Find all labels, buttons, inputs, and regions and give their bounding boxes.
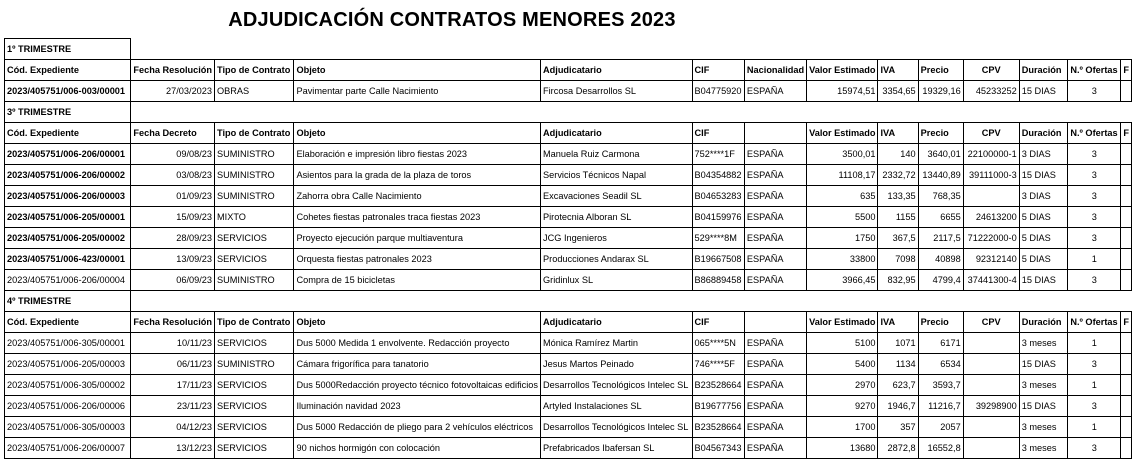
cell-exp: 2023/405751/006-206/00006 [5, 396, 131, 417]
table-row [5, 228, 1132, 249]
cell-extra [1121, 417, 1132, 438]
cell-adj: Desarrollos Tecnológicos Intelec SL [541, 375, 692, 396]
section-label: 1º TRIMESTRE [5, 39, 131, 60]
cell-iva: 1946,7 [878, 396, 918, 417]
cell-objeto: Compra de 15 bicicletas [294, 270, 541, 291]
cell-cif: B23528664 [692, 375, 744, 396]
cell-tipo: SUMINISTRO [215, 270, 294, 291]
cell-fecha: 23/11/23 [131, 396, 215, 417]
cell-tipo: SERVICIOS [215, 375, 294, 396]
cell-tipo: SERVICIOS [215, 249, 294, 270]
cell-precio: 768,35 [918, 186, 963, 207]
cell-cif: B23528664 [692, 417, 744, 438]
column-header: Nacionalidad [744, 60, 806, 81]
cell-dur: 5 DIAS [1019, 228, 1068, 249]
cell-valor: 5100 [807, 333, 878, 354]
cell-ofertas: 3 [1068, 354, 1121, 375]
column-header: F [1121, 312, 1132, 333]
cell-precio: 11216,7 [918, 396, 963, 417]
cell-tipo: SUMINISTRO [215, 186, 294, 207]
cell-fecha: 13/12/23 [131, 438, 215, 459]
cell-dur: 15 DIAS [1019, 396, 1068, 417]
cell-tipo: SERVICIOS [215, 417, 294, 438]
cell-precio: 2057 [918, 417, 963, 438]
table-row [5, 417, 1132, 438]
cell-fecha: 06/09/23 [131, 270, 215, 291]
cell-fecha: 01/09/23 [131, 186, 215, 207]
table-row [5, 270, 1132, 291]
cell-precio: 16552,8 [918, 438, 963, 459]
cell-ofertas: 3 [1068, 165, 1121, 186]
column-header: F [1121, 60, 1132, 81]
cell-dur: 15 DIAS [1019, 81, 1068, 102]
cell-cpv [963, 186, 1019, 207]
column-header: CPV [963, 60, 1019, 81]
cell-fecha: 15/09/23 [131, 207, 215, 228]
column-header: Cód. Expediente [5, 123, 131, 144]
cell-dur: 3 meses [1019, 417, 1068, 438]
cell-cpv [963, 375, 1019, 396]
cell-extra [1121, 375, 1132, 396]
column-header: Fecha Resolución [131, 312, 215, 333]
cell-objeto: Cohetes fiestas patronales traca fiestas 2023 [294, 207, 541, 228]
cell-tipo: SUMINISTRO [215, 165, 294, 186]
cell-cif: B04159976 [692, 207, 744, 228]
column-header: Tipo de Contrato [215, 60, 294, 81]
table-row [5, 375, 1132, 396]
cell-objeto: Iluminación navidad 2023 [294, 396, 541, 417]
cell-adj: Gridinlux SL [541, 270, 692, 291]
table-row [5, 333, 1132, 354]
table-row [5, 165, 1132, 186]
cell-valor: 9270 [807, 396, 878, 417]
column-header: Adjudicatario [541, 123, 692, 144]
cell-iva: 2872,8 [878, 438, 918, 459]
cell-iva: 623,7 [878, 375, 918, 396]
column-header: Tipo de Contrato [215, 123, 294, 144]
cell-adj: Fircosa Desarrollos SL [541, 81, 692, 102]
cell-cif: 529****8M [692, 228, 744, 249]
header-row [5, 312, 1132, 333]
cell-cif: B04567343 [692, 438, 744, 459]
section-spacer [131, 39, 1132, 60]
cell-ofertas: 3 [1068, 81, 1121, 102]
section-spacer [131, 102, 1132, 123]
cell-cif: 746****5F [692, 354, 744, 375]
section-row [5, 39, 1132, 60]
cell-fecha: 28/09/23 [131, 228, 215, 249]
table-body [5, 39, 1132, 459]
cell-extra [1121, 144, 1132, 165]
cell-cpv [963, 438, 1019, 459]
cell-valor: 5400 [807, 354, 878, 375]
cell-nac: ESPAÑA [744, 165, 806, 186]
cell-adj: Producciones Andarax SL [541, 249, 692, 270]
cell-nac: ESPAÑA [744, 375, 806, 396]
cell-iva: 2332,72 [878, 165, 918, 186]
cell-adj: Manuela Ruiz Carmona [541, 144, 692, 165]
cell-ofertas: 3 [1068, 270, 1121, 291]
cell-fecha: 17/11/23 [131, 375, 215, 396]
cell-extra [1121, 81, 1132, 102]
cell-ofertas: 3 [1068, 144, 1121, 165]
cell-cpv: 92312140 [963, 249, 1019, 270]
cell-nac: ESPAÑA [744, 207, 806, 228]
cell-objeto: Dus 5000Redacción proyecto técnico fotovoltaicas edificios [294, 375, 541, 396]
cell-valor: 33800 [807, 249, 878, 270]
cell-objeto: Elaboración e impresión libro fiestas 2023 [294, 144, 541, 165]
cell-cpv: 24613200 [963, 207, 1019, 228]
cell-extra [1121, 396, 1132, 417]
cell-adj: Servicios Técnicos Napal [541, 165, 692, 186]
cell-adj: Pirotecnia Alboran SL [541, 207, 692, 228]
cell-cpv: 37441300-4 [963, 270, 1019, 291]
cell-tipo: SUMINISTRO [215, 144, 294, 165]
cell-tipo: SERVICIOS [215, 438, 294, 459]
header-row [5, 60, 1132, 81]
cell-nac: ESPAÑA [744, 249, 806, 270]
table-row [5, 354, 1132, 375]
cell-precio: 3593,7 [918, 375, 963, 396]
cell-cpv: 71222000-0 [963, 228, 1019, 249]
cell-objeto: Zahorra obra Calle Nacimiento [294, 186, 541, 207]
cell-exp: 2023/405751/006-305/00002 [5, 375, 131, 396]
cell-iva: 367,5 [878, 228, 918, 249]
cell-objeto: Orquesta fiestas patronales 2023 [294, 249, 541, 270]
cell-cpv: 22100000-1 [963, 144, 1019, 165]
column-header: Duración [1019, 123, 1068, 144]
column-header: Fecha Resolución [131, 60, 215, 81]
cell-exp: 2023/405751/006-205/00003 [5, 354, 131, 375]
cell-dur: 3 meses [1019, 438, 1068, 459]
table-row [5, 207, 1132, 228]
cell-dur: 15 DIAS [1019, 270, 1068, 291]
cell-ofertas: 3 [1068, 396, 1121, 417]
cell-adj: Desarrollos Tecnológicos Intelec SL [541, 417, 692, 438]
header-row [5, 123, 1132, 144]
cell-valor: 5500 [807, 207, 878, 228]
cell-exp: 2023/405751/006-206/00004 [5, 270, 131, 291]
column-header: Cód. Expediente [5, 312, 131, 333]
column-header: Adjudicatario [541, 60, 692, 81]
column-header: CIF [692, 312, 744, 333]
page-title: ADJUDICACIÓN CONTRATOS MENORES 2023 [228, 9, 676, 31]
cell-tipo: OBRAS [215, 81, 294, 102]
cell-dur: 5 DIAS [1019, 249, 1068, 270]
cell-tipo: MIXTO [215, 207, 294, 228]
table-row [5, 186, 1132, 207]
cell-precio: 13440,89 [918, 165, 963, 186]
cell-iva: 3354,65 [878, 81, 918, 102]
cell-precio: 6655 [918, 207, 963, 228]
cell-nac: ESPAÑA [744, 438, 806, 459]
cell-exp: 2023/405751/006-205/00002 [5, 228, 131, 249]
cell-exp: 2023/405751/006-205/00001 [5, 207, 131, 228]
table-row [5, 249, 1132, 270]
cell-dur: 5 DIAS [1019, 207, 1068, 228]
column-header: Precio [918, 312, 963, 333]
cell-exp: 2023/405751/006-206/00003 [5, 186, 131, 207]
cell-extra [1121, 354, 1132, 375]
cell-ofertas: 1 [1068, 333, 1121, 354]
column-header: Duración [1019, 60, 1068, 81]
cell-objeto: Asientos para la grada de la plaza de toros [294, 165, 541, 186]
cell-cpv [963, 417, 1019, 438]
cell-ofertas: 3 [1068, 228, 1121, 249]
column-header: CIF [692, 123, 744, 144]
cell-precio: 6534 [918, 354, 963, 375]
column-header: Objeto [294, 60, 541, 81]
cell-precio: 40898 [918, 249, 963, 270]
cell-adj: Jesus Martos Peinado [541, 354, 692, 375]
cell-cif: B19677756 [692, 396, 744, 417]
cell-exp: 2023/405751/006-206/00001 [5, 144, 131, 165]
cell-tipo: SERVICIOS [215, 333, 294, 354]
cell-precio: 6171 [918, 333, 963, 354]
column-header: Fecha Decreto [131, 123, 215, 144]
table-row [5, 81, 1132, 102]
cell-fecha: 09/08/23 [131, 144, 215, 165]
cell-ofertas: 1 [1068, 375, 1121, 396]
cell-objeto: Proyecto ejecución parque multiaventura [294, 228, 541, 249]
cell-extra [1121, 333, 1132, 354]
cell-valor: 635 [807, 186, 878, 207]
cell-fecha: 10/11/23 [131, 333, 215, 354]
cell-precio: 2117,5 [918, 228, 963, 249]
cell-cpv [963, 354, 1019, 375]
cell-valor: 1750 [807, 228, 878, 249]
cell-objeto: Pavimentar parte Calle Nacimiento [294, 81, 541, 102]
cell-exp: 2023/405751/006-423/00001 [5, 249, 131, 270]
column-header: CPV [963, 312, 1019, 333]
cell-iva: 1071 [878, 333, 918, 354]
cell-valor: 13680 [807, 438, 878, 459]
cell-cpv [963, 333, 1019, 354]
column-header: Valor Estimado [807, 60, 878, 81]
cell-dur: 15 DIAS [1019, 165, 1068, 186]
cell-objeto: Cámara frigorífica para tanatorio [294, 354, 541, 375]
cell-cif: B04775920 [692, 81, 744, 102]
column-header: Valor Estimado [807, 312, 878, 333]
cell-objeto: 90 nichos hormigón con colocación [294, 438, 541, 459]
cell-nac: ESPAÑA [744, 228, 806, 249]
cell-fecha: 13/09/23 [131, 249, 215, 270]
cell-extra [1121, 438, 1132, 459]
cell-valor: 2970 [807, 375, 878, 396]
cell-nac: ESPAÑA [744, 354, 806, 375]
cell-cif: 065****5N [692, 333, 744, 354]
cell-nac: ESPAÑA [744, 144, 806, 165]
cell-exp: 2023/405751/006-305/00001 [5, 333, 131, 354]
cell-precio: 4799,4 [918, 270, 963, 291]
cell-extra [1121, 228, 1132, 249]
cell-valor: 15974,51 [807, 81, 878, 102]
cell-dur: 3 DIAS [1019, 144, 1068, 165]
column-header: N.º Ofertas [1068, 312, 1121, 333]
cell-iva: 832,95 [878, 270, 918, 291]
cell-dur: 3 meses [1019, 333, 1068, 354]
cell-adj: Prefabricados Ibafersan SL [541, 438, 692, 459]
cell-extra [1121, 249, 1132, 270]
table-row [5, 396, 1132, 417]
cell-iva: 1155 [878, 207, 918, 228]
cell-extra [1121, 165, 1132, 186]
column-header: Duración [1019, 312, 1068, 333]
cell-ofertas: 3 [1068, 438, 1121, 459]
column-header: N.º Ofertas [1068, 60, 1121, 81]
cell-iva: 1134 [878, 354, 918, 375]
cell-ofertas: 3 [1068, 207, 1121, 228]
cell-nac: ESPAÑA [744, 270, 806, 291]
cell-fecha: 27/03/2023 [131, 81, 215, 102]
column-header: Adjudicatario [541, 312, 692, 333]
cell-dur: 3 meses [1019, 375, 1068, 396]
cell-tipo: SUMINISTRO [215, 354, 294, 375]
column-header: IVA [878, 60, 918, 81]
table-row [5, 438, 1132, 459]
cell-adj: Artyled Instalaciones SL [541, 396, 692, 417]
cell-iva: 7098 [878, 249, 918, 270]
cell-dur: 15 DIAS [1019, 354, 1068, 375]
cell-tipo: SERVICIOS [215, 396, 294, 417]
cell-cpv: 39111000-3 [963, 165, 1019, 186]
cell-iva: 357 [878, 417, 918, 438]
cell-cif: B86889458 [692, 270, 744, 291]
column-header: Objeto [294, 312, 541, 333]
section-spacer [131, 291, 1132, 312]
cell-dur: 3 DIAS [1019, 186, 1068, 207]
cell-nac: ESPAÑA [744, 396, 806, 417]
table-row [5, 144, 1132, 165]
cell-nac: ESPAÑA [744, 81, 806, 102]
column-header: IVA [878, 312, 918, 333]
cell-fecha: 06/11/23 [131, 354, 215, 375]
column-header: CPV [963, 123, 1019, 144]
cell-valor: 3500,01 [807, 144, 878, 165]
cell-ofertas: 3 [1068, 186, 1121, 207]
contracts-table [4, 38, 1132, 459]
cell-cif: B04653283 [692, 186, 744, 207]
column-header: Tipo de Contrato [215, 312, 294, 333]
column-header [744, 312, 806, 333]
section-row [5, 102, 1132, 123]
cell-tipo: SERVICIOS [215, 228, 294, 249]
cell-cpv: 45233252 [963, 81, 1019, 102]
cell-cif: 752****1F [692, 144, 744, 165]
cell-exp: 2023/405751/006-003/00001 [5, 81, 131, 102]
cell-valor: 11108,17 [807, 165, 878, 186]
cell-exp: 2023/405751/006-206/00007 [5, 438, 131, 459]
column-header: Precio [918, 123, 963, 144]
column-header [744, 123, 806, 144]
cell-extra [1121, 207, 1132, 228]
cell-precio: 19329,16 [918, 81, 963, 102]
column-header: Objeto [294, 123, 541, 144]
column-header: Valor Estimado [807, 123, 878, 144]
column-header: N.º Ofertas [1068, 123, 1121, 144]
column-header: F [1121, 123, 1132, 144]
section-row [5, 291, 1132, 312]
column-header: Cód. Expediente [5, 60, 131, 81]
cell-valor: 1700 [807, 417, 878, 438]
section-label: 4º TRIMESTRE [5, 291, 131, 312]
cell-fecha: 03/08/23 [131, 165, 215, 186]
cell-objeto: Dus 5000 Redacción de pliego para 2 vehículos eléctricos [294, 417, 541, 438]
cell-precio: 3640,01 [918, 144, 963, 165]
cell-exp: 2023/405751/006-305/00003 [5, 417, 131, 438]
cell-nac: ESPAÑA [744, 186, 806, 207]
cell-exp: 2023/405751/006-206/00002 [5, 165, 131, 186]
cell-ofertas: 1 [1068, 249, 1121, 270]
cell-iva: 133,35 [878, 186, 918, 207]
cell-cif: B19667508 [692, 249, 744, 270]
cell-objeto: Dus 5000 Medida 1 envolvente. Redacción proyecto [294, 333, 541, 354]
cell-nac: ESPAÑA [744, 417, 806, 438]
cell-iva: 140 [878, 144, 918, 165]
cell-adj: Mónica Ramírez Martin [541, 333, 692, 354]
cell-cpv: 39298900 [963, 396, 1019, 417]
cell-extra [1121, 186, 1132, 207]
cell-fecha: 04/12/23 [131, 417, 215, 438]
column-header: CIF [692, 60, 744, 81]
column-header: Precio [918, 60, 963, 81]
cell-adj: Excavaciones Seadil SL [541, 186, 692, 207]
cell-nac: ESPAÑA [744, 333, 806, 354]
cell-ofertas: 1 [1068, 417, 1121, 438]
cell-adj: JCG Ingenieros [541, 228, 692, 249]
section-label: 3º TRIMESTRE [5, 102, 131, 123]
cell-extra [1121, 270, 1132, 291]
cell-valor: 3966,45 [807, 270, 878, 291]
column-header: IVA [878, 123, 918, 144]
cell-cif: B04354882 [692, 165, 744, 186]
